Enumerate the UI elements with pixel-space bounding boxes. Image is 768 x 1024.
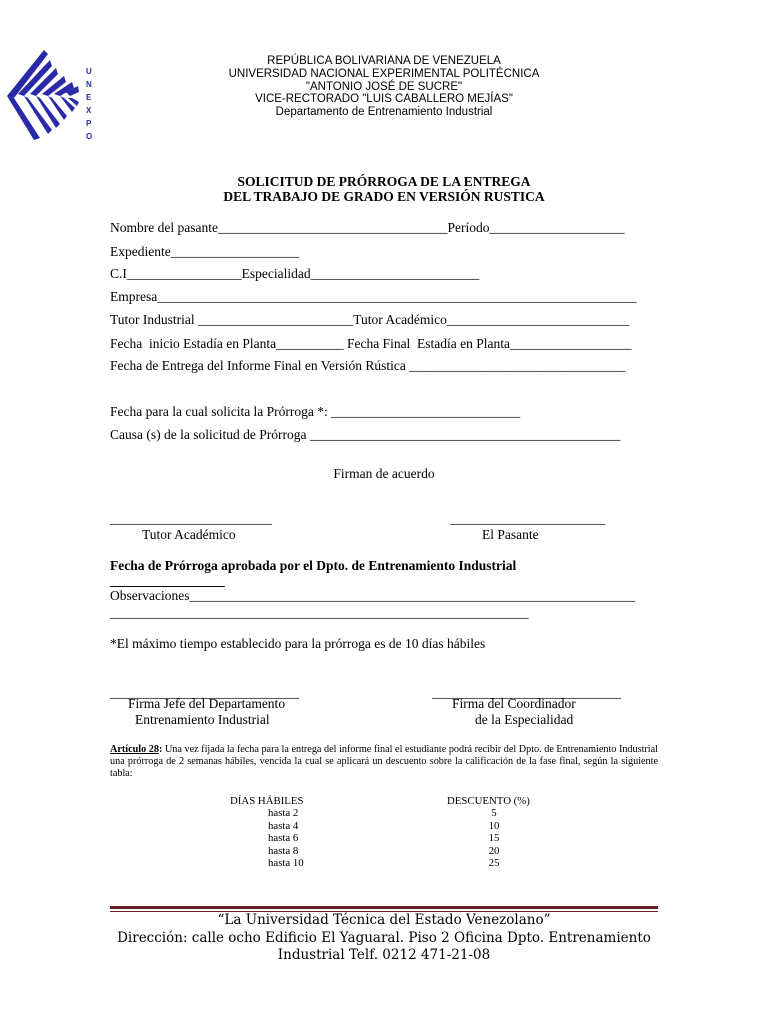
- articulo-28-text: Una vez fijada la fecha para la entrega del informe final el estudiante podrá recibir del Dpto. de Entrenamiento Industrial una prórroga de 2 semanas hábiles, vencida la cual se aplicará un descuento sobre la calificación de la fase final, según la siguiente tabla:: [110, 744, 658, 779]
- logo-letter: U: [86, 67, 92, 76]
- coordinador-signature-line: ____________________________: [432, 685, 621, 700]
- jefe-departamento-signature-line: ____________________________: [110, 685, 299, 700]
- fecha-entrega-field: Fecha de Entrega del Informe Final en Versión Rústica ________________________________: [110, 358, 626, 373]
- coordinador-label2: de la Especialidad: [475, 712, 574, 727]
- expediente-field: Expediente___________________: [110, 244, 299, 259]
- logo-letter: P: [86, 119, 92, 128]
- header-line-republica: REPÚBLICA BOLIVARIANA DE VENEZUELA: [267, 55, 501, 67]
- footer-rule-thick: [110, 906, 658, 909]
- header-line-departamento: Departamento de Entrenamiento Industrial: [275, 106, 493, 118]
- table-header-descuento: DESCUENTO (%): [447, 795, 530, 807]
- table-cell-descuento: 15: [488, 832, 500, 844]
- table-header-dias: DÍAS HÁBILES: [230, 795, 304, 807]
- footer-address: Dirección: calle ocho Edificio El Yaguaral. Piso 2 Oficina Dpto. Entrenamiento: [117, 930, 651, 946]
- header-line-universidad: UNIVERSIDAD NACIONAL EXPERIMENTAL POLITÉCNICA: [228, 68, 540, 80]
- footer-motto: “La Universidad Técnica del Estado Venezolano”: [217, 912, 551, 928]
- empresa-field: Empresa_______________________________________________________________________: [110, 289, 637, 304]
- fecha-aprobada-label: Fecha de Prórroga aprobada por el Dpto. de Entrenamiento Industrial: [110, 558, 517, 573]
- unexpo-logo: [4, 48, 102, 148]
- tutores-field: Tutor Industrial _______________________Tutor Académico___________________________: [110, 312, 630, 327]
- logo-letter: X: [86, 106, 92, 115]
- tutor-academico-label: Tutor Académico: [142, 527, 236, 542]
- tutor-academico-signature-line: ________________________: [110, 511, 272, 526]
- table-cell-dias: hasta 2: [268, 807, 299, 819]
- document-title-line1: SOLICITUD DE PRÓRROGA DE LA ENTREGA: [237, 174, 531, 189]
- table-cell-descuento: 5: [491, 807, 497, 819]
- jefe-departamento-label1: Firma Jefe del Departamento: [128, 696, 286, 711]
- articulo-28-paragraph: [110, 744, 658, 780]
- fecha-aprobada-blank: _________________: [110, 573, 225, 588]
- coordinador-label1: Firma del Coordinador: [452, 696, 576, 711]
- nombre-pasante-field: Nombre del pasante__________________________________Período____________________: [110, 220, 625, 235]
- articulo-28-colon: :: [158, 744, 163, 755]
- pasante-signature-line: _______________________: [450, 511, 606, 526]
- header-line-vicerrectorado: VICE-RECTORADO "LUIS CABALLERO MEJÍAS": [255, 93, 513, 105]
- ci-especialidad-field: C.I_________________Especialidad_________________________: [110, 266, 480, 281]
- footer-phone: Industrial Telf. 0212 471-21-08: [277, 947, 491, 963]
- logo-letter: O: [86, 132, 93, 141]
- table-cell-dias: hasta 8: [268, 845, 299, 857]
- table-cell-descuento: 25: [488, 857, 500, 869]
- table-cell-dias: hasta 10: [268, 857, 304, 869]
- table-cell-descuento: 20: [488, 845, 500, 857]
- plazo-maximo-note: *El máximo tiempo establecido para la prórroga es de 10 días hábiles: [110, 636, 486, 651]
- pasante-label: El Pasante: [482, 527, 539, 542]
- observaciones-line2: ______________________________________________________________: [110, 605, 529, 620]
- table-cell-dias: hasta 4: [268, 820, 299, 832]
- logo-letter: N: [86, 80, 92, 89]
- fechas-estadia-field: Fecha inicio Estadía en Planta__________ Fecha Final Estadía en Planta__________________: [110, 336, 632, 351]
- jefe-departamento-label2: Entrenamiento Industrial: [135, 712, 270, 727]
- logo-letter: E: [86, 93, 92, 102]
- table-cell-descuento: 10: [488, 820, 500, 832]
- table-cell-dias: hasta 6: [268, 832, 299, 844]
- document-title-line2: DEL TRABAJO DE GRADO EN VERSIÓN RUSTICA: [223, 189, 545, 204]
- articulo-28-label: Artículo 28: [110, 744, 159, 755]
- fecha-prorroga-field: Fecha para la cual solicita la Prórroga *: ____________________________: [110, 404, 521, 419]
- observaciones-field: Observaciones__________________________________________________________________: [110, 588, 635, 603]
- causa-field: Causa (s) de la solicitud de Prórroga ______________________________________________: [110, 427, 621, 442]
- header-line-sucre: "ANTONIO JOSÉ DE SUCRE": [305, 81, 463, 93]
- firman-de-acuerdo: Firman de acuerdo: [333, 466, 435, 481]
